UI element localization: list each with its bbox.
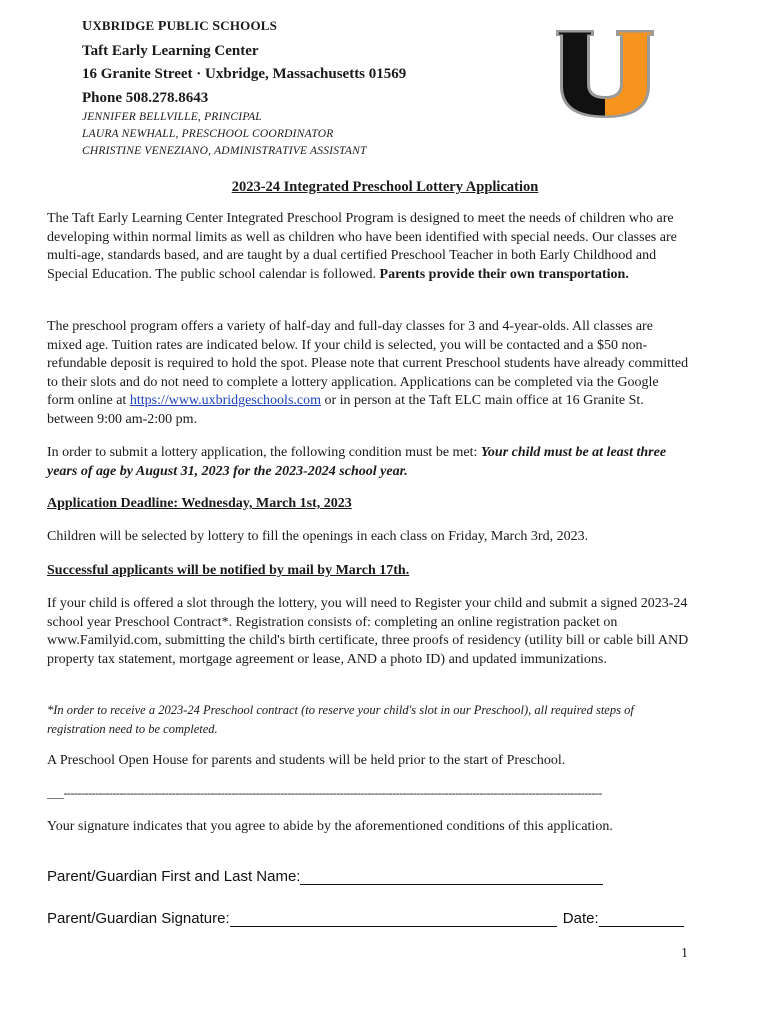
school-name: Taft Early Learning Center [82, 43, 259, 59]
website-link[interactable]: https://www.uxbridgeschools.com [129, 393, 321, 409]
date-label: Date: [562, 910, 599, 927]
open-house-notice: A Preschool Open House for parents and students will be held prior to the start of Preschool. [47, 753, 566, 768]
contract-footnote: *In order to receive a 2023-24 Preschool contract (to reserve your child's slot in our Preschool), all required steps of registration need to be completed. [47, 703, 634, 736]
registration-requirements: If your child is offered a slot through the lottery, you will need to Register your child and submit a signed 2023-24 school year Preschool Contract*. Registration consists of: completing an online registration packet on www.Familyid.com, submitting the child's birth certificate, three proofs of residency (utility bill or cable bill AND property tax statement, mortgage agreement or lease, AND a photo ID) and updated immunizations. [47, 596, 689, 667]
signature-label: Parent/Guardian Signature: [47, 910, 230, 927]
signature-input[interactable] [230, 910, 557, 927]
uxbridge-u-logo [554, 26, 656, 120]
notification-notice: Successful applicants will be notified by mail by March 17th. [47, 563, 410, 578]
letterhead [82, 18, 552, 160]
cut-line-divider: ___---------------------------------------------------------------------------------------------------------------------------------------------------------- [47, 786, 602, 800]
date-input[interactable] [599, 910, 684, 927]
parent-name-input[interactable] [300, 868, 603, 885]
district-name: UXBRIDGE PUBLIC SCHOOLS [82, 18, 278, 34]
page-number: 1 [681, 946, 688, 961]
eligibility-condition: In order to submit a lottery application, the following condition must be met: Your child must be at least three years of age by August 31, 2023 for the 2023-2024 school year. [47, 445, 667, 479]
program-details: The preschool program offers a variety of half-day and full-day classes for 3 and 4-year-olds. All classes are mixed age. Tuition rates are indicated below. If your child is selected, you will be contacted and a $50 non-refundable deposit is required to hold the spot. Please note that current Preschool students have already committed to their slots and do not need to complete a lottery application. Applications can be completed via the Google form online at https://www.uxbridgeschools.com or in person at the Taft ELC main office at 16 Granite St. between 9:00 am-2:00 pm. [47, 319, 689, 427]
staff-assistant: CHRISTINE VENEZIANO, ADMINISTRATIVE ASSISTANT [82, 145, 367, 157]
staff-coordinator: LAURA NEWHALL, PRESCHOOL COORDINATOR [82, 128, 334, 140]
signature-date-row [47, 910, 684, 927]
lottery-date: Children will be selected by lottery to fill the openings in each class on Friday, March 3rd, 2023. [47, 529, 589, 544]
staff-principal: JENNIFER BELLVILLE, PRINCIPAL [82, 111, 262, 123]
parent-name-label: Parent/Guardian First and Last Name: [47, 868, 301, 885]
school-address: 16 Granite Street · Uxbridge, Massachusetts 01569 [82, 66, 407, 82]
signature-agreement: Your signature indicates that you agree to abide by the aforementioned conditions of this application. [47, 819, 613, 834]
application-deadline: Application Deadline: Wednesday, March 1st, 2023 [47, 496, 352, 511]
staff-list [82, 109, 552, 160]
school-phone: Phone 508.278.8643 [82, 90, 209, 106]
parent-name-field [47, 868, 603, 885]
program-description: The Taft Early Learning Center Integrated Preschool Program is designed to meet the needs of children who are developing within normal limits as well as children who have been identified with special needs. Our classes are multi-age, standards based, and are taught by a dual certified Preschool Teacher in both Early Childhood and Special Education. The public school calendar is followed. Parents provide their own transportation. [47, 211, 677, 282]
page-title: 2023-24 Integrated Preschool Lottery Application [231, 179, 539, 195]
